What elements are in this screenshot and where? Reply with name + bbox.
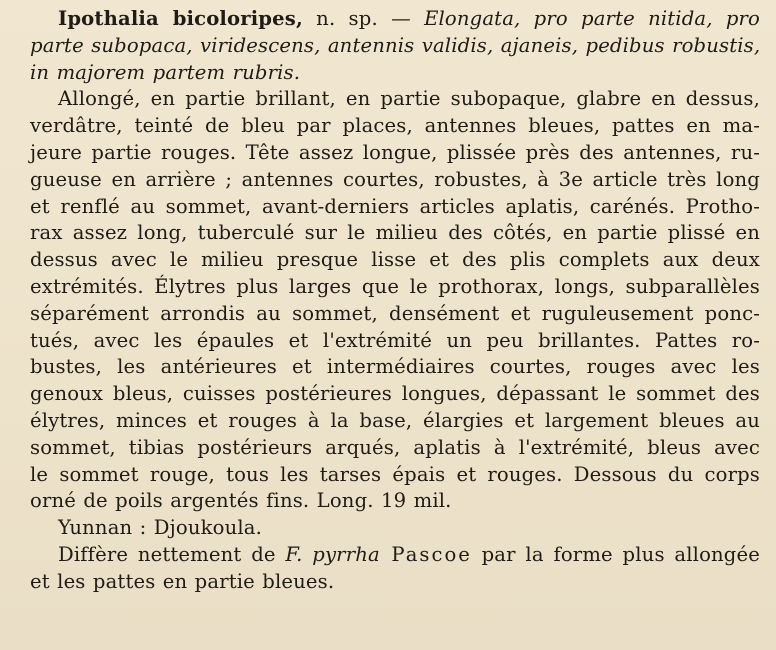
description-line: gueuse en arrière ; antennes courtes, robustes, à 3e article très long bbox=[30, 167, 760, 191]
difference-line bbox=[30, 542, 760, 569]
difference-last-line: et les pattes en partie bleues. bbox=[30, 569, 335, 593]
description-line: sommet, tibias postérieurs arqués, aplatis à l'extrémité, bleus avec bbox=[30, 435, 760, 459]
description-line: et renflé au sommet, avant-derniers articles aplatis, carénés. Protho- bbox=[30, 194, 760, 218]
description-line: extrémités. Élytres plus larges que le prothorax, longs, subparallèles bbox=[30, 274, 760, 298]
description-line: le sommet rouge, tous les tarses épais et rouges. Dessous du corps bbox=[30, 462, 760, 486]
difference-prefix: Diffère nettement de bbox=[58, 542, 286, 566]
description-line: rax assez long, tuberculé sur le milieu des côtés, en partie plissé en bbox=[30, 221, 760, 245]
new-species-marker: n. sp. — bbox=[302, 7, 425, 30]
description-line: dessus avec le milieu presque lisse et des plis complets aux deux bbox=[30, 248, 760, 272]
difference-suffix: par la forme plus allongée bbox=[471, 542, 760, 566]
species-header-line bbox=[30, 6, 760, 33]
compared-species: F. pyrrha bbox=[285, 542, 380, 566]
latin-diagnosis-line-1: Elongata, pro parte nitida, pro bbox=[424, 7, 760, 30]
description-line: tués, avec les épaules et l'extrémité un peu brillantes. Pattes ro- bbox=[30, 328, 760, 352]
description-line: bustes, les antérieures et intermédiaires courtes, rouges avec les bbox=[30, 355, 760, 379]
description-line: jeure partie rouges. Tête assez longue, plissée près des antennes, ru- bbox=[30, 140, 760, 164]
description-line: séparément arrondis au sommet, densément et ruguleusement ponc- bbox=[30, 301, 760, 325]
species-name: Ipothalia bicoloripes, bbox=[58, 7, 303, 30]
locality-line: Yunnan : Djoukoula. bbox=[58, 516, 262, 540]
description-line: verdâtre, teinté de bleu par places, antennes bleues, pattes en ma- bbox=[30, 114, 760, 138]
species-author: Pascoe bbox=[379, 542, 472, 566]
latin-diagnosis-line-3: in majorem partem rubris. bbox=[30, 60, 301, 84]
description-line: Allongé, en partie brillant, en partie subopaque, glabre en dessus, bbox=[58, 87, 760, 111]
description-line: élytres, minces et rouges à la base, élargies et largement bleues au bbox=[30, 408, 760, 432]
description-line: genoux bleus, cuisses postérieures longues, dépassant le sommet des bbox=[30, 382, 760, 406]
description-last-line: orné de poils argentés fins. Long. 19 mil. bbox=[30, 489, 452, 513]
latin-diagnosis-line-2: parte subopaca, viridescens, antennis validis, ajaneis, pedibus robustis, bbox=[30, 33, 761, 57]
